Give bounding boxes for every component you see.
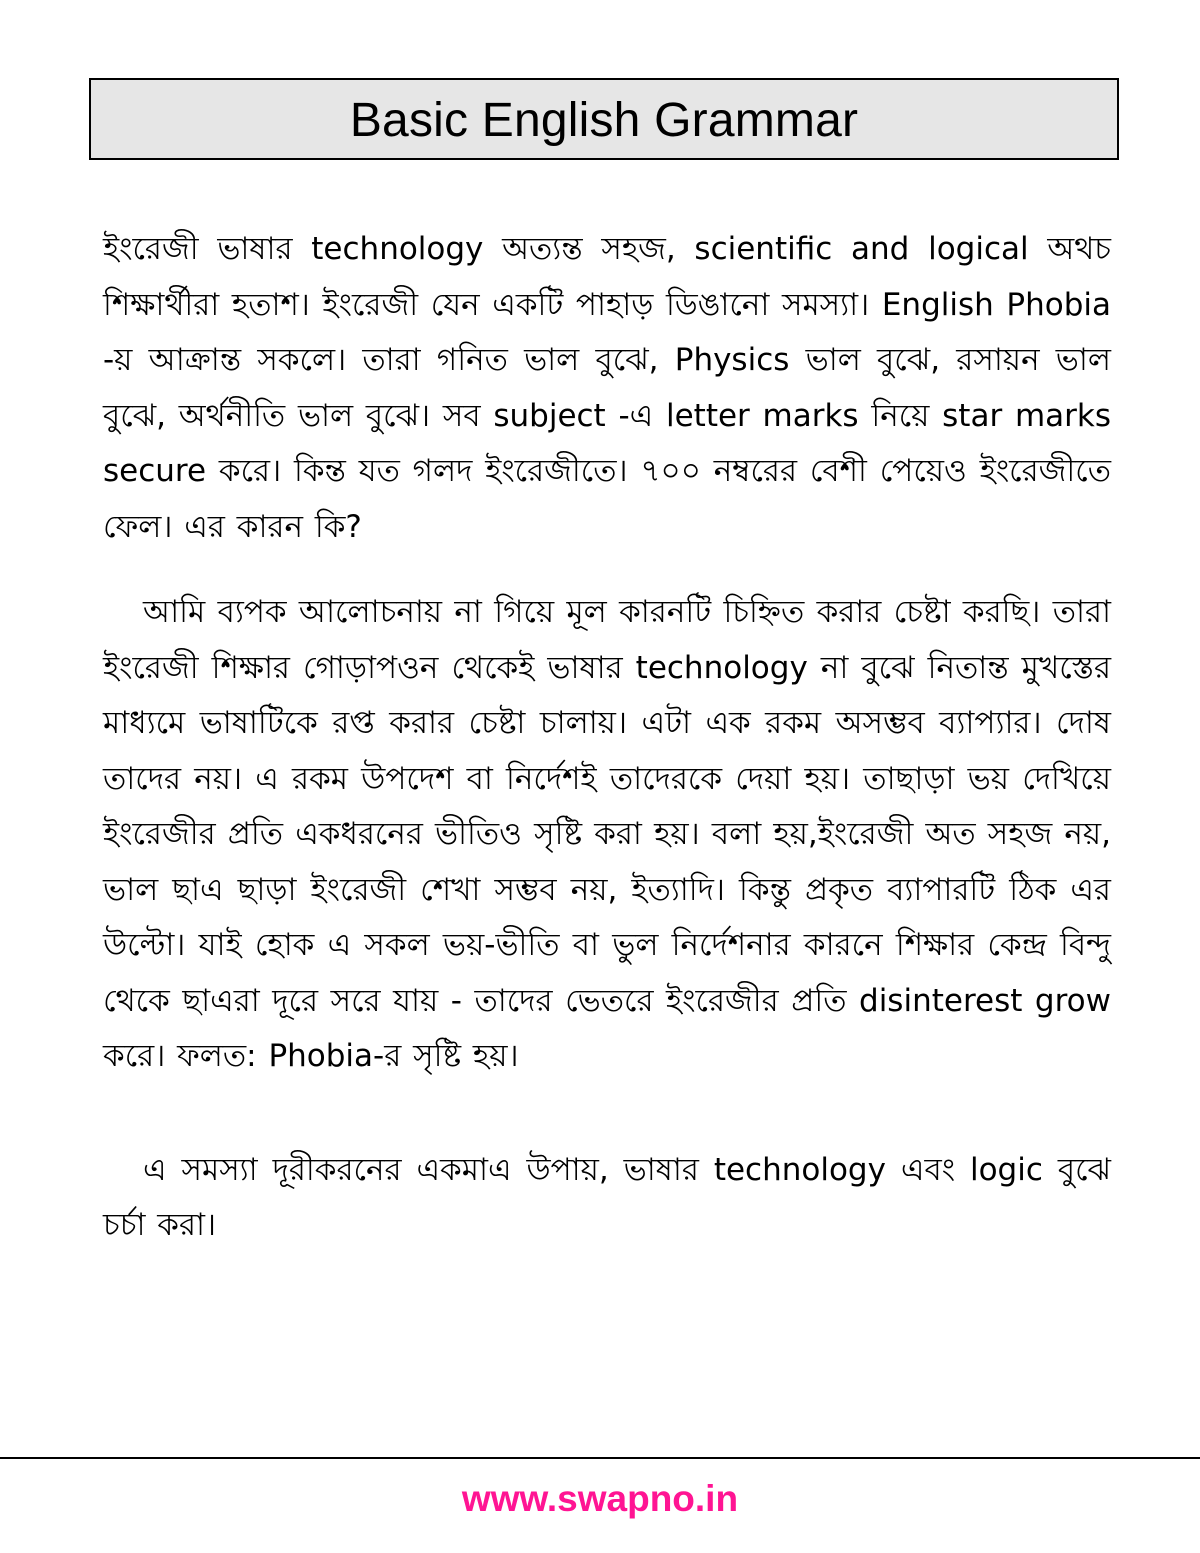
article-body (103, 222, 1111, 1254)
title-banner (89, 78, 1119, 160)
footer-divider (0, 1457, 1200, 1459)
paragraph-cause: আমি ব্যপক আলোচনায় না গিয়ে মূল কারনটি চিহ্নিত করার চেষ্টা করছি। তারা ইংরেজী শিক্ষার গোড়াপওন থেকেই ভাষার technology না বুঝে নিতান্ত মুখস্তের মাধ্যমে ভাষাটিকে রপ্ত করার চেষ্টা চালায়। এটা এক রকম অসম্ভব ব্যাপ্যার। দোষ তাদের নয়। এ রকম উপদেশ বা নির্দেশই তাদেরকে দেয়া হয়। তাছাড়া ভয় দেখিয়ে ইংরেজীর প্রতি একধরনের ভীতিও সৃষ্টি করা হয়। বলা হয়,ইংরেজী অত সহজ নয়, ভাল ছাএ ছাড়া ইংরেজী শেখা সম্ভব নয়, ইত্যাদি। কিন্তু প্রকৃত ব্যাপারটি ঠিক এর উল্টো। যাই হোক এ সকল ভয়-ভীতি বা ভুল নির্দেশনার কারনে শিক্ষার কেন্দ্র বিন্দু থেকে ছাএরা দূরে সরে যায় - তাদের ভেতরে ইংরেজীর প্রতি disinterest grow করে। ফলত: Phobia-র সৃষ্টি হয়। (103, 594, 1111, 1074)
page-title: Basic English Grammar (349, 94, 859, 147)
paragraph-solution: এ সমস্যা দূরীকরনের একমাএ উপায়, ভাষার technology এবং logic বুঝে চর্চা করা। (103, 1151, 1111, 1243)
paragraph-intro: ইংরেজী ভাষার technology অত্যন্ত সহজ, scientific and logical অথচ শিক্ষার্থীরা হতাশ। ইংরেজী যেন একটি পাহাড় ডিঙানো সমস্যা। English Phobia -য় আক্রান্ত সকলে। তারা গনিত ভাল বুঝে, Physics ভাল বুঝে, রসায়ন ভাল বুঝে, অর্থনীতি ভাল বুঝে। সব subject -এ letter marks নিয়ে star marks secure করে। কিন্ত যত গলদ ইংরেজীতে। ৭০০ নম্বরের বেশী পেয়েও ইংরেজীতে ফেল। এর কারন কি? (103, 231, 1111, 545)
website-link[interactable]: www.swapno.in (461, 1478, 739, 1519)
